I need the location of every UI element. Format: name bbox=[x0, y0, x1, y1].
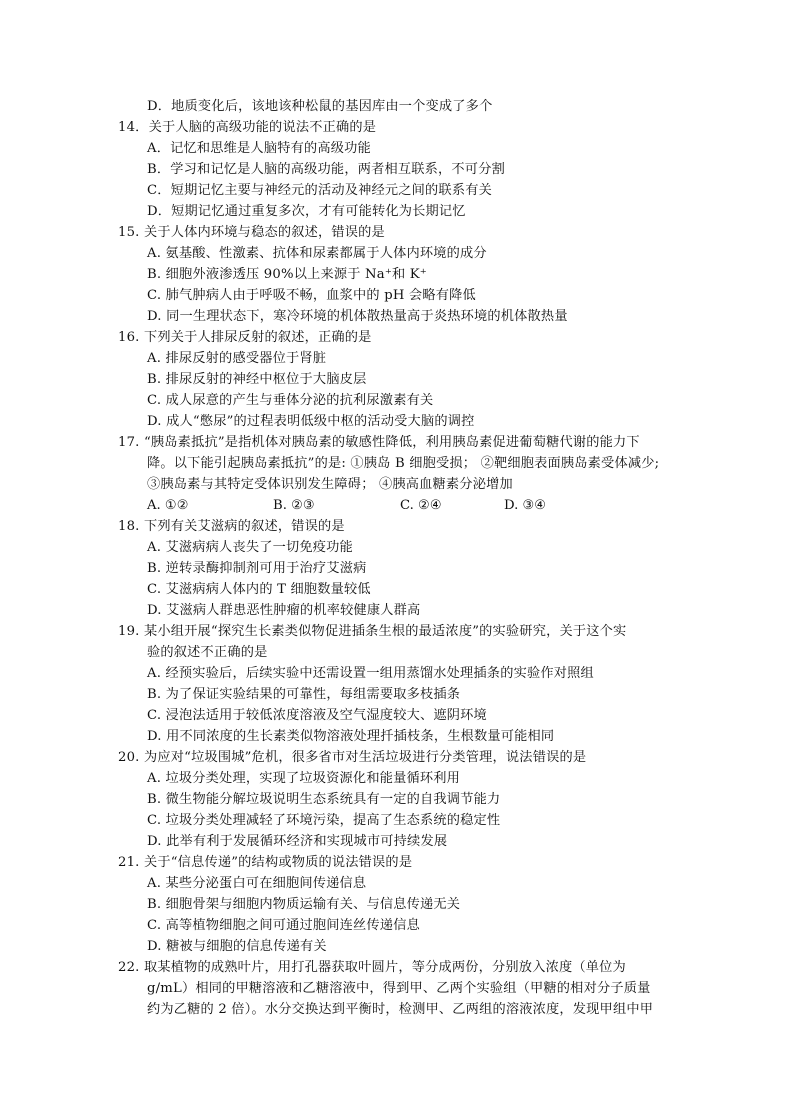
q17-option-d: D. ③④ bbox=[504, 498, 547, 513]
q13-option-d: D．地质变化后，该地该种松鼠的基因库由一个变成了多个 bbox=[147, 99, 493, 114]
question-15-stem: 15. 关于人体内环境与稳态的叙述，错误的是 bbox=[118, 225, 385, 240]
q18-option-b: B. 逆转录酶抑制剂可用于治疗艾滋病 bbox=[147, 561, 367, 576]
q21-option-a: A. 某些分泌蛋白可在细胞间传递信息 bbox=[147, 876, 367, 891]
question-14-stem: 14．关于人脑的高级功能的说法不正确的是 bbox=[118, 120, 377, 135]
question-17-stem-cont: 降。以下能引起胰岛素抵抗”的是: ①胰岛 B 细胞受损； ②靶细胞表面胰岛素受体减少; bbox=[147, 456, 660, 471]
question-17-stem-cont: ③胰岛素与其特定受体识别发生障碍； ④胰高血糖素分泌增加 bbox=[147, 477, 513, 492]
q20-option-a: A. 垃圾分类处理，实现了垃圾资源化和能量循环利用 bbox=[147, 771, 461, 786]
q18-option-c: C. 艾滋病病人体内的 T 细胞数量较低 bbox=[147, 582, 371, 597]
q14-option-d: D．短期记忆通过重复多次，才有可能转化为长期记忆 bbox=[147, 204, 466, 219]
question-22-stem-cont: 约为乙糖的 2 倍）。水分交换达到平衡时，检测甲、乙两组的溶液浓度，发现甲组中甲 bbox=[147, 1002, 654, 1017]
question-22-stem-cont: g/mL）相同的甲糖溶液和乙糖溶液中，得到甲、乙两个实验组（甲糖的相对分子质量 bbox=[147, 981, 651, 996]
q18-option-d: D. 艾滋病人群患恶性肿瘤的机率较健康人群高 bbox=[147, 603, 421, 618]
q17-options-row bbox=[147, 496, 567, 516]
question-19-stem: 19. 某小组开展“探究生长素类似物促进插条生根的最适浓度”的实验研究，关于这个实 bbox=[118, 624, 627, 639]
q21-option-d: D. 糖被与细胞的信息传递有关 bbox=[147, 939, 327, 954]
q15-option-d: D. 同一生理状态下，寒冷环境的机体散热量高于炎热环境的机体散热量 bbox=[147, 309, 568, 324]
q20-option-b: B. 微生物能分解垃圾说明生态系统具有一定的自我调节能力 bbox=[147, 792, 501, 807]
question-19-stem-cont: 验的叙述不正确的是 bbox=[147, 645, 268, 660]
q19-option-b: B. 为了保证实验结果的可靠性，每组需要取多枝插条 bbox=[147, 687, 461, 702]
q17-option-a: A. ①② bbox=[147, 498, 189, 513]
question-18-stem: 18. 下列有关艾滋病的叙述，错误的是 bbox=[118, 519, 345, 534]
q16-option-c: C. 成人尿意的产生与垂体分泌的抗利尿激素有关 bbox=[147, 393, 434, 408]
q18-option-a: A. 艾滋病病人丧失了一切免疫功能 bbox=[147, 540, 353, 555]
q14-option-c: C．短期记忆主要与神经元的活动及神经元之间的联系有关 bbox=[147, 183, 492, 198]
q17-option-c: C. ②④ bbox=[400, 498, 442, 513]
question-21-stem: 21. 关于“信息传递”的结构或物质的说法错误的是 bbox=[118, 855, 413, 870]
q16-option-a: A. 排尿反射的感受器位于肾脏 bbox=[147, 351, 327, 366]
q15-option-c: C. 肺气肿病人由于呼吸不畅，血浆中的 pH 会略有降低 bbox=[147, 288, 476, 303]
q20-option-c: C. 垃圾分类处理减轻了环境污染，提高了生态系统的稳定性 bbox=[147, 813, 501, 828]
q19-option-c: C. 浸泡法适用于较低浓度溶液及空气湿度较大、遮阴环境 bbox=[147, 708, 487, 723]
q16-option-b: B. 排尿反射的神经中枢位于大脑皮层 bbox=[147, 372, 367, 387]
q15-option-b: B. 细胞外液渗透压 90%以上来源于 Na⁺和 K⁺ bbox=[147, 267, 427, 282]
q21-option-c: C. 高等植物细胞之间可通过胞间连丝传递信息 bbox=[147, 918, 420, 933]
q15-option-a: A. 氨基酸、性激素、抗体和尿素都属于人体内环境的成分 bbox=[147, 246, 487, 261]
question-20-stem: 20. 为应对“垃圾围城”危机，很多省市对生活垃圾进行分类管理，说法错误的是 bbox=[118, 750, 587, 765]
question-22-stem: 22. 取某植物的成熟叶片，用打孔器获取叶圆片，等分成两份，分别放入浓度（单位为 bbox=[118, 960, 626, 975]
q17-option-b: B. ②③ bbox=[273, 498, 315, 513]
q14-option-a: A．记忆和思维是人脑特有的高级功能 bbox=[147, 141, 371, 156]
q19-option-a: A. 经预实验后，后续实验中还需设置一组用蒸馏水处理插条的实验作对照组 bbox=[147, 666, 594, 681]
question-17-stem: 17. “胰岛素抵抗”是指机体对胰岛素的敏感性降低，利用胰岛素促进葡萄糖代谢的能力下 bbox=[118, 435, 640, 450]
q14-option-b: B．学习和记忆是人脑的高级功能，两者相互联系，不可分割 bbox=[147, 162, 505, 177]
q21-option-b: B. 细胞骨架与细胞内物质运输有关、与信息传递无关 bbox=[147, 897, 461, 912]
q19-option-d: D. 用不同浓度的生长素类似物溶液处理扦插枝条，生根数量可能相同 bbox=[147, 729, 555, 744]
q20-option-d: D. 此举有利于发展循环经济和实现城市可持续发展 bbox=[147, 834, 448, 849]
q16-option-d: D. 成人“憋尿”的过程表明低级中枢的活动受大脑的调控 bbox=[147, 414, 475, 429]
question-16-stem: 16. 下列关于人排尿反射的叙述，正确的是 bbox=[118, 330, 372, 345]
